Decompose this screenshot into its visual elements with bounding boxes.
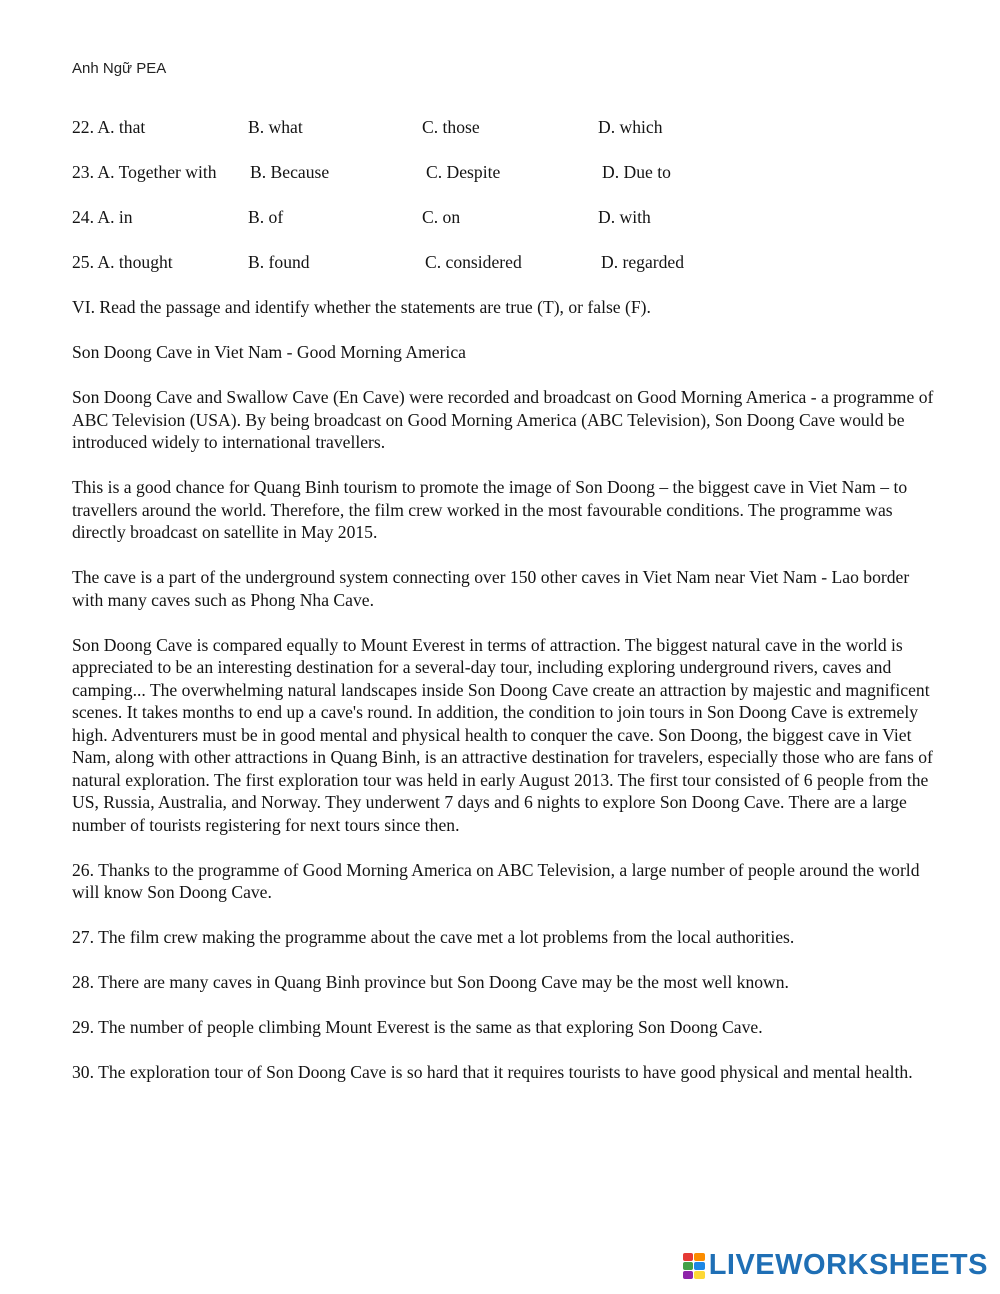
- liveworksheets-icon: [683, 1253, 705, 1279]
- question-23-options: [72, 161, 942, 184]
- liveworksheets-logo: [683, 1249, 988, 1282]
- option-c: C. considered: [425, 252, 522, 272]
- option-b: B. Because: [250, 162, 330, 182]
- option-d: D. Due to: [602, 162, 671, 182]
- question-22-options: [72, 116, 942, 139]
- option-a: 22. A. that: [72, 117, 146, 137]
- header-title: Anh Ngữ PEA: [72, 60, 167, 77]
- logo-block: [683, 1262, 694, 1270]
- statement-29: 29. The number of people climbing Mount Everest is the same as that exploring Son Doong Cave.: [72, 1017, 763, 1037]
- logo-block: [694, 1271, 705, 1279]
- option-b: B. what: [248, 117, 303, 137]
- brand-name: LIVEWORKSHEETS: [708, 1249, 988, 1281]
- option-c: C. Despite: [426, 162, 501, 182]
- passage-paragraph: Son Doong Cave is compared equally to Mount Everest in terms of attraction. The biggest natural cave in the world is appreciated to be an interesting destination for a several-day tour, including exploring underground rivers, caves and camping... The overwhelming natural landscapes inside Son Doong Cave create an attraction by majestic and magnificent scenes. It takes months to end up a cave's round. In addition, the condition to join tours in Son Doong Cave is extremely high. Adventurers must be in good mental and physical health to conquer the cave. Son Doong, the biggest cave in Viet Nam, along with other attractions in Quang Binh, is an attractive destination for travelers, especially those who are fans of natural exploration. The first exploration tour was held in early August 2013. The first tour consisted of 6 people from the US, Russia, Australia, and Norway. They underwent 7 days and 6 nights to explore Son Doong Cave. There are a large number of tourists registering for next tours since then.: [72, 634, 933, 835]
- logo-block: [694, 1253, 705, 1261]
- logo-block: [694, 1262, 705, 1270]
- option-a: 23. A. Together with: [72, 162, 217, 182]
- statement-27: 27. The film crew making the programme about the cave met a lot problems from the local authorities.: [72, 927, 795, 947]
- logo-block: [683, 1271, 694, 1279]
- passage-paragraph: The cave is a part of the underground system connecting over 150 other caves in Viet Nam near Viet Nam - Lao border with many caves such as Phong Nha Cave.: [72, 567, 910, 610]
- option-d: D. regarded: [601, 252, 685, 272]
- option-c: C. those: [422, 117, 480, 137]
- question-24-options: [72, 206, 942, 229]
- logo-block: [683, 1253, 694, 1261]
- option-d: D. with: [598, 207, 651, 227]
- worksheet-content: [72, 116, 942, 1106]
- passage-title: Son Doong Cave in Viet Nam - Good Morning America: [72, 342, 466, 362]
- option-a: 24. A. in: [72, 207, 133, 227]
- option-c: C. on: [422, 207, 461, 227]
- passage-paragraph: Son Doong Cave and Swallow Cave (En Cave) were recorded and broadcast on Good Morning America - a programme of ABC Television (USA). By being broadcast on Good Morning America (ABC Television), Son Doong Cave would be introduced widely to international travellers.: [72, 387, 934, 452]
- option-b: B. of: [248, 207, 284, 227]
- statement-28: 28. There are many caves in Quang Binh province but Son Doong Cave may be the most well known.: [72, 972, 789, 992]
- question-25-options: [72, 251, 942, 274]
- option-a: 25. A. thought: [72, 252, 173, 272]
- option-d: D. which: [598, 117, 663, 137]
- passage-paragraph: This is a good chance for Quang Binh tourism to promote the image of Son Doong – the biggest cave in Viet Nam – to travellers around the world. Therefore, the film crew worked in the most favourable conditions. The programme was directly broadcast on satellite in May 2015.: [72, 477, 908, 542]
- option-b: B. found: [248, 252, 310, 272]
- section-instruction: VI. Read the passage and identify whether the statements are true (T), or false (F).: [72, 297, 651, 317]
- statement-26: 26. Thanks to the programme of Good Morning America on ABC Television, a large number of people around the world will know Son Doong Cave.: [72, 859, 920, 902]
- statement-30: 30. The exploration tour of Son Doong Cave is so hard that it requires tourists to have good physical and mental health.: [72, 1062, 913, 1082]
